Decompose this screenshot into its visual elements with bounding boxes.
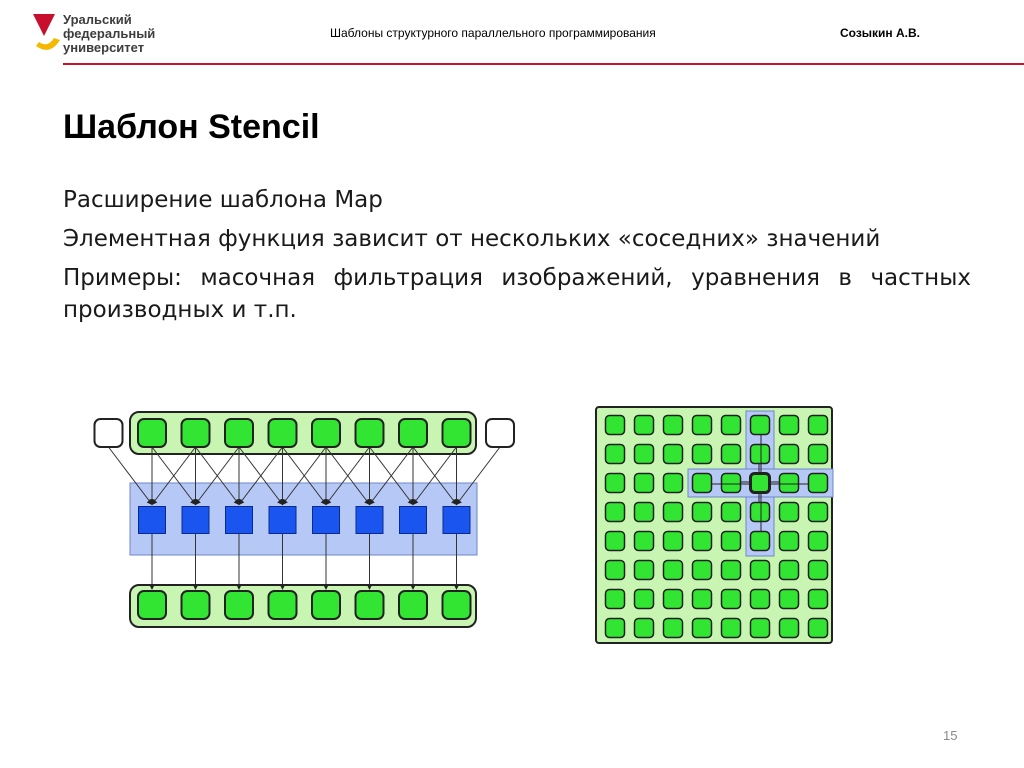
grid-cell <box>780 503 799 522</box>
grid-cell <box>664 445 683 464</box>
grid-cell <box>809 416 828 435</box>
grid-cell <box>809 619 828 638</box>
grid-cell <box>635 561 654 580</box>
output-cell <box>399 591 427 619</box>
output-cell <box>356 591 384 619</box>
output-cell <box>182 591 210 619</box>
grid-cell <box>606 561 625 580</box>
grid-cell <box>635 445 654 464</box>
grid-cell <box>664 590 683 609</box>
stencil-1d-diagram <box>85 402 525 638</box>
grid-cell <box>809 532 828 551</box>
padding-cell <box>95 419 123 447</box>
grid-cell <box>780 474 799 493</box>
grid-cell <box>722 590 741 609</box>
grid-cell <box>722 532 741 551</box>
header-divider <box>63 63 1024 65</box>
stencil-center-cell <box>751 474 770 493</box>
compute-block <box>313 507 340 534</box>
grid-cell <box>606 445 625 464</box>
compute-block <box>443 507 470 534</box>
grid-cell <box>809 474 828 493</box>
header-course-title: Шаблоны структурного параллельного программирования <box>330 26 656 40</box>
grid-cell <box>751 590 770 609</box>
padding-cell <box>486 419 514 447</box>
input-cell <box>138 419 166 447</box>
compute-block <box>356 507 383 534</box>
output-cell <box>312 591 340 619</box>
input-cell <box>269 419 297 447</box>
grid-cell <box>693 561 712 580</box>
grid-cell <box>664 416 683 435</box>
grid-cell <box>606 619 625 638</box>
grid-cell <box>693 445 712 464</box>
grid-cell <box>664 474 683 493</box>
grid-cell <box>635 619 654 638</box>
stencil-2d-diagram <box>593 404 837 648</box>
input-cell <box>225 419 253 447</box>
grid-cell <box>751 561 770 580</box>
grid-cell <box>606 532 625 551</box>
bullet-examples: Примеры: масочная фильтрация изображений, уравнения в частных производных и т.п. <box>63 265 971 323</box>
grid-cell <box>693 590 712 609</box>
grid-cell <box>751 416 770 435</box>
grid-cell <box>664 619 683 638</box>
output-cell <box>443 591 471 619</box>
input-cell <box>182 419 210 447</box>
grid-cell <box>635 590 654 609</box>
grid-cell <box>635 532 654 551</box>
grid-cell <box>664 503 683 522</box>
grid-cell <box>780 590 799 609</box>
grid-cell <box>635 416 654 435</box>
grid-cell <box>722 561 741 580</box>
grid-cell <box>809 445 828 464</box>
grid-cell <box>693 619 712 638</box>
grid-cell <box>722 445 741 464</box>
grid-cell <box>664 561 683 580</box>
grid-cell <box>722 416 741 435</box>
grid-cell <box>751 532 770 551</box>
grid-cell <box>606 416 625 435</box>
grid-cell <box>693 532 712 551</box>
grid-cell <box>606 503 625 522</box>
grid-cell <box>809 503 828 522</box>
grid-cell <box>780 445 799 464</box>
grid-cell <box>809 561 828 580</box>
output-cell <box>138 591 166 619</box>
dependency-arrow <box>457 447 501 505</box>
grid-cell <box>722 619 741 638</box>
input-cell <box>443 419 471 447</box>
input-cell <box>312 419 340 447</box>
grid-cell <box>780 532 799 551</box>
grid-cell <box>722 503 741 522</box>
grid-cell <box>693 474 712 493</box>
slide-title: Шаблон Stencil <box>63 108 320 146</box>
bullet-neighbor-values: Элементная функция зависит от нескольких «соседних» значений <box>63 226 881 252</box>
header-author: Созыкин А.В. <box>840 26 921 40</box>
grid-cell <box>693 416 712 435</box>
grid-cell <box>751 445 770 464</box>
grid-cell <box>664 532 683 551</box>
slide-body <box>63 184 971 333</box>
output-cell <box>269 591 297 619</box>
grid-cell <box>635 503 654 522</box>
grid-cell <box>780 561 799 580</box>
grid-cell <box>780 416 799 435</box>
page-number: 15 <box>943 728 958 743</box>
compute-block <box>182 507 209 534</box>
grid-cell <box>606 590 625 609</box>
compute-block <box>400 507 427 534</box>
input-cell <box>356 419 384 447</box>
output-cell <box>225 591 253 619</box>
logo-text: Уральский федеральный университет <box>63 12 156 55</box>
bullet-map-extension: Расширение шаблона Map <box>63 187 383 213</box>
grid-cell <box>693 503 712 522</box>
grid-cell <box>780 619 799 638</box>
grid-cell <box>606 474 625 493</box>
grid-cell <box>751 619 770 638</box>
compute-block <box>269 507 296 534</box>
grid-cell <box>635 474 654 493</box>
grid-cell <box>722 474 741 493</box>
grid-cell <box>809 590 828 609</box>
grid-cell <box>751 503 770 522</box>
input-cell <box>399 419 427 447</box>
compute-block <box>139 507 166 534</box>
compute-block <box>226 507 253 534</box>
